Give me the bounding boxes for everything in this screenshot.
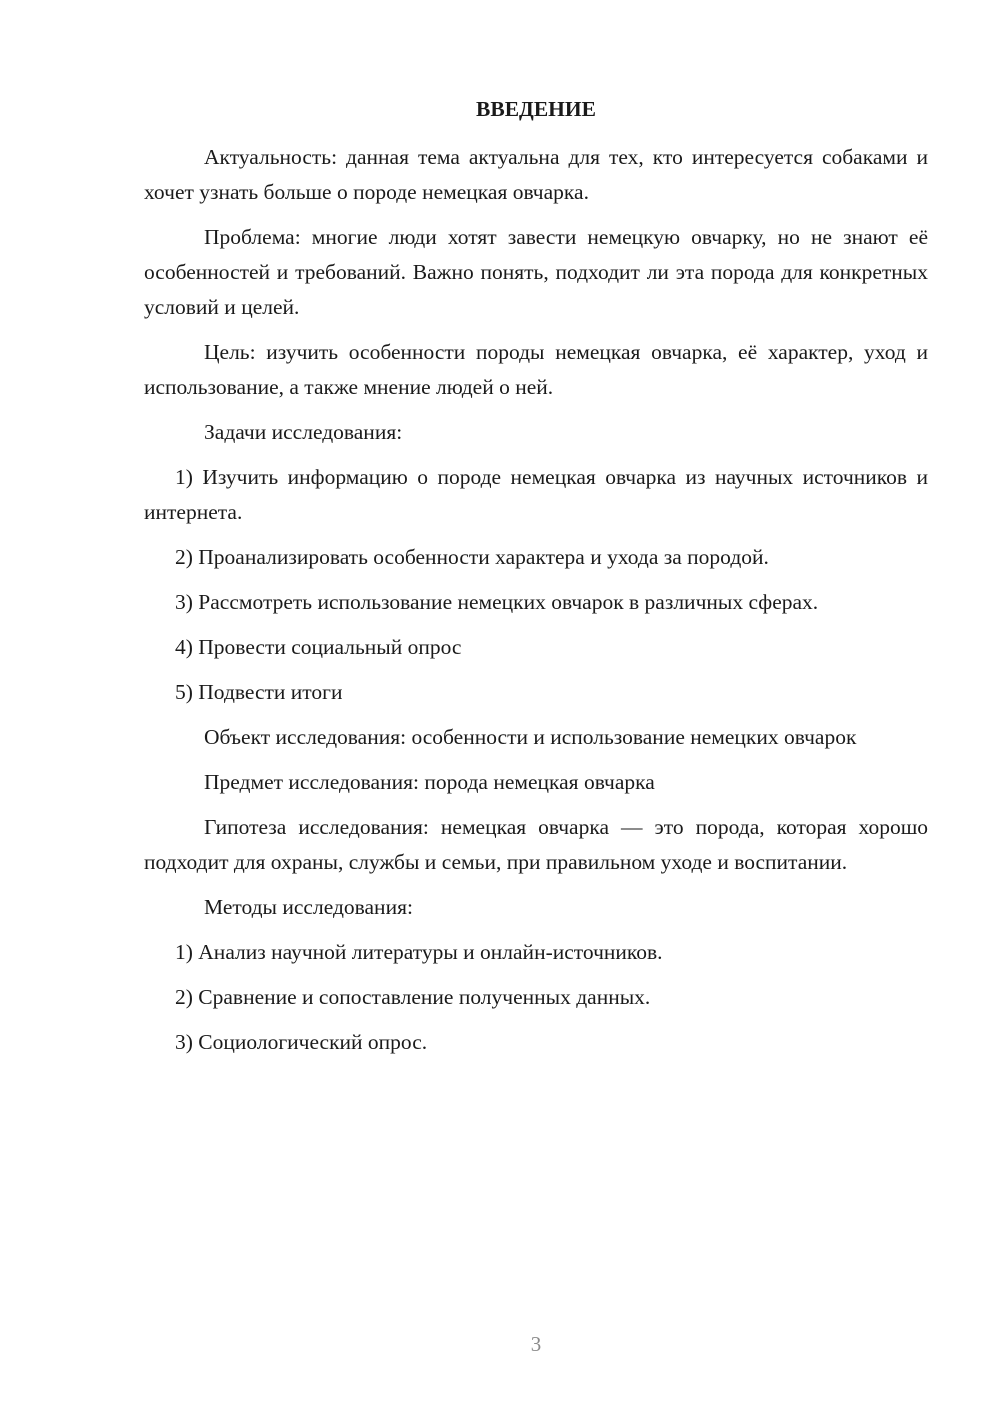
paragraph-problem: Проблема: многие люди хотят завести немецкую овчарку, но не знают её особенностей и требований. Важно понять, подходит ли эта порода для конкретных условий и целей. — [144, 225, 928, 319]
paragraph-goal: Цель: изучить особенности породы немецкая овчарка, её характер, уход и использование, а также мнение людей о ней. — [144, 340, 928, 399]
page-number: 3 — [530, 1332, 542, 1356]
tasks-title: Задачи исследования: — [204, 420, 403, 444]
paragraph-relevance: Актуальность: данная тема актуальна для тех, кто интересуется собаками и хочет узнать больше о породе немецкая овчарка. — [144, 145, 928, 204]
methods-title: Методы исследования: — [204, 895, 413, 919]
task-item-4: 4) Провести социальный опрос — [175, 635, 462, 659]
paragraph-object: Объект исследования: особенности и использование немецких овчарок — [204, 725, 857, 749]
paragraph-hypothesis: Гипотеза исследования: немецкая овчарка — это порода, которая хорошо подходит для охраны, службы и семьи, при правильном уходе и воспитании. — [144, 815, 928, 874]
section-heading: ВВЕДЕНИЕ — [476, 97, 596, 121]
task-item-2: 2) Проанализировать особенности характера и ухода за породой. — [175, 545, 769, 569]
method-item-2: 2) Сравнение и сопоставление полученных данных. — [175, 985, 651, 1009]
task-item-3: 3) Рассмотреть использование немецких овчарок в различных сферах. — [175, 590, 819, 614]
method-item-1: 1) Анализ научной литературы и онлайн-источников. — [175, 940, 663, 964]
task-item-5: 5) Подвести итоги — [175, 680, 343, 704]
method-item-3: 3) Социологический опрос. — [175, 1030, 428, 1054]
task-item-1: 1) Изучить информацию о породе немецкая овчарка из научных источников и интернета. — [144, 465, 928, 524]
document-body — [144, 94, 928, 1070]
paragraph-subject: Предмет исследования: порода немецкая овчарка — [204, 770, 655, 794]
